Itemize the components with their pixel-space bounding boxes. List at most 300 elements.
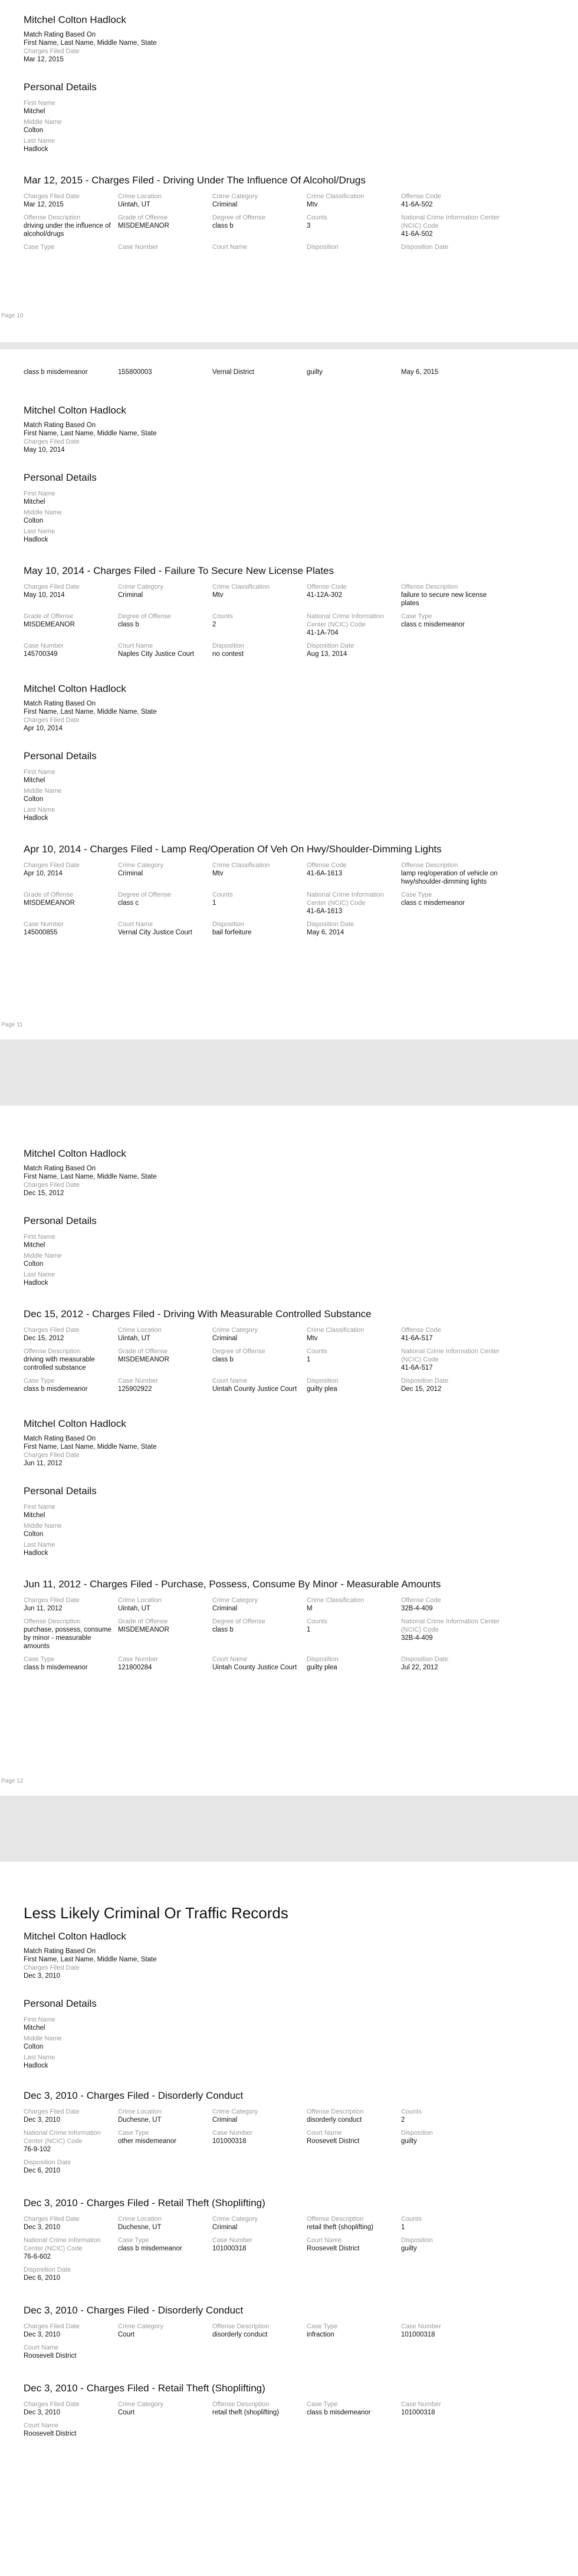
field-label: Charges Filed Date (24, 583, 80, 590)
field-label: Offense Description (307, 2216, 364, 2223)
field-value: Roosevelt District (24, 2352, 77, 2360)
field-value: 1 (307, 1356, 311, 1363)
field-label: Degree of Offense (118, 613, 171, 620)
first-name-label: First Name (24, 2016, 55, 2023)
field-label: National Crime Information Center (NCIC) Code (307, 613, 384, 628)
field-label: Case Number (24, 642, 64, 649)
field-value: 41-6A-502 (401, 231, 433, 238)
charges-filed-label: Charges Filed Date (24, 48, 80, 55)
field-label: Charges Filed Date (24, 2323, 80, 2330)
field-value: Criminal (212, 201, 238, 208)
field-value: 76-6-602 (24, 2253, 51, 2260)
field-label: Disposition (401, 2237, 433, 2244)
field-value: 41-6A-1613 (307, 908, 343, 915)
field-value: 2 (212, 621, 216, 628)
field-label: Crime Category (118, 862, 164, 869)
field-label: Court Name (212, 1377, 248, 1384)
charges-filed-label: Charges Filed Date (24, 717, 80, 724)
disposition-date-value: May 6, 2015 (401, 369, 439, 376)
less-likely-records-heading: Less Likely Criminal Or Traffic Records (24, 1904, 288, 1922)
last-name: Hadlock (24, 1550, 48, 1557)
field-value: Criminal (118, 870, 143, 877)
field-label: Court Name (118, 921, 153, 928)
field-label: National Crime Information Center (NCIC) Code (24, 2237, 101, 2252)
match-label: Match Rating Based On (24, 1165, 96, 1172)
middle-name-label: Middle Name (24, 1252, 62, 1259)
field-label: Case Type (307, 2323, 338, 2330)
field-value: Uintah, UT (118, 1605, 150, 1612)
field-label: Crime Classification (307, 1327, 364, 1334)
last-name-label: Last Name (24, 2054, 55, 2061)
field-value: Uintah County Justice Court (212, 1664, 297, 1671)
field-value: Naples City Justice Court (118, 651, 195, 658)
field-label: Crime Location (118, 1597, 162, 1604)
last-name-label: Last Name (24, 1271, 55, 1278)
field-value: Dec 3, 2010 (24, 2116, 61, 2124)
continued-record (24, 368, 554, 381)
field-value: 41-12A-302 (307, 592, 343, 599)
charges-filed-date: May 10, 2014 (24, 447, 65, 454)
record-title: May 10, 2014 - Charges Filed - Failure To Secure New License Plates (24, 565, 334, 576)
field-value: Vernal City Justice Court (118, 929, 192, 936)
field-value: Dec 3, 2010 (24, 2224, 61, 2231)
field-value: 101000318 (212, 2245, 247, 2252)
field-label: Case Type (401, 891, 432, 898)
field-value: purchase, possess, consume by minor - measurable amounts (24, 1626, 111, 1650)
field-label: Degree of Offense (212, 214, 265, 221)
field-label: Case Number (118, 1656, 158, 1663)
field-value: May 6, 2014 (307, 929, 344, 936)
field-value: Mtv (212, 592, 224, 599)
field-value: class b (212, 1356, 234, 1363)
field-label: Court Name (24, 2422, 59, 2429)
field-value: MISDEMEANOR (118, 222, 169, 229)
field-value: M (307, 1605, 313, 1612)
field-label: Charges Filed Date (24, 193, 80, 200)
field-value: Dec 6, 2010 (24, 2167, 61, 2174)
field-value: Dec 3, 2010 (24, 2409, 61, 2416)
field-value: 2 (401, 2116, 405, 2124)
first-name: Mitchel (24, 498, 45, 506)
personal-details-heading: Personal Details (24, 750, 97, 762)
field-value: Aug 13, 2014 (307, 651, 347, 658)
field-label: Grade of Offense (118, 214, 168, 221)
field-value: guilty plea (307, 1386, 337, 1393)
field-value: 101000318 (401, 2409, 435, 2416)
field-value: Uintah, UT (118, 201, 150, 208)
field-label: Degree of Offense (212, 1348, 265, 1355)
charges-filed-date: Mar 12, 2015 (24, 56, 64, 63)
field-value: 101000318 (212, 2138, 247, 2145)
middle-name: Colton (24, 1531, 44, 1538)
field-label: Case Type (118, 2129, 149, 2137)
field-label: Offense Description (401, 583, 458, 590)
field-value: 32B-4-409 (401, 1605, 433, 1612)
field-value: 41-1A-704 (307, 629, 339, 636)
charges-filed-date: Dec 3, 2010 (24, 1973, 61, 1980)
middle-name: Colton (24, 127, 44, 134)
field-value: MISDEMEANOR (118, 1626, 169, 1633)
field-value: failure to secure new license plates (401, 592, 487, 607)
field-label: Crime Category (212, 1597, 258, 1604)
field-value: driving with measurable controlled substance (24, 1356, 95, 1371)
last-name: Hadlock (24, 146, 48, 153)
field-value: guilty plea (307, 1664, 337, 1671)
last-name-label: Last Name (24, 1541, 55, 1548)
field-value: Court (118, 2331, 135, 2338)
field-label: Offense Code (401, 193, 441, 200)
field-value: Court (118, 2409, 135, 2416)
middle-name: Colton (24, 2043, 44, 2050)
field-value: Uintah County Justice Court (212, 1386, 297, 1393)
first-name: Mitchel (24, 1242, 45, 1249)
field-label: Crime Category (118, 2323, 164, 2330)
field-value: 101000318 (401, 2331, 435, 2338)
field-value: Criminal (118, 592, 143, 599)
first-name-label: First Name (24, 1233, 55, 1241)
field-value: guilty (401, 2245, 417, 2252)
last-name: Hadlock (24, 1279, 48, 1287)
field-label: Case Type (118, 2237, 149, 2244)
field-value: 41-6A-517 (401, 1335, 433, 1342)
disposition-value: guilty (307, 369, 323, 376)
field-value: Dec 6, 2010 (24, 2275, 61, 2282)
match-label: Match Rating Based On (24, 1948, 96, 1955)
field-label: Charges Filed Date (24, 1597, 80, 1604)
field-label: Disposition Date (24, 2159, 71, 2166)
last-name: Hadlock (24, 2062, 48, 2069)
field-value: other misdemeanor (118, 2138, 177, 2145)
field-value: class c misdemeanor (401, 900, 465, 907)
field-label: Case Type (24, 1377, 55, 1384)
field-label: Counts (401, 2216, 422, 2223)
record-details (24, 2215, 554, 2287)
field-label: Charges Filed Date (24, 2401, 80, 2408)
match-label: Match Rating Based On (24, 31, 96, 38)
field-label: Charges Filed Date (24, 862, 80, 869)
field-value: Roosevelt District (24, 2430, 77, 2437)
field-value: MISDEMEANOR (24, 900, 75, 907)
field-label: Case Number (212, 2129, 252, 2137)
field-value: class b (118, 621, 139, 628)
record-details (24, 1326, 554, 1398)
field-value: Duchesne, UT (118, 2116, 162, 2124)
personal-details-heading: Personal Details (24, 1998, 97, 2009)
field-label: Crime Location (118, 1327, 162, 1334)
field-label: Case Type (401, 613, 432, 620)
record-title: Apr 10, 2014 - Charges Filed - Lamp Req/Operation Of Veh On Hwy/Shoulder-Dimming Lights (24, 844, 442, 855)
field-label: Offense Code (401, 1597, 441, 1604)
field-value: Mtv (307, 201, 318, 208)
field-label: Court Name (212, 244, 248, 251)
field-value: Criminal (212, 1605, 238, 1612)
field-label: Offense Code (401, 1327, 441, 1334)
field-value: infraction (307, 2331, 334, 2338)
field-label: Charges Filed Date (24, 2216, 80, 2223)
field-label: Disposition (307, 1377, 339, 1384)
charges-filed-date: Jun 11, 2012 (24, 1460, 63, 1467)
field-value: 145000855 (24, 929, 58, 936)
field-label: Offense Code (307, 862, 347, 869)
field-label: Case Type (24, 1656, 55, 1663)
field-value: Mtv (212, 870, 224, 877)
field-label: Crime Classification (307, 1597, 364, 1604)
charges-filed-label: Charges Filed Date (24, 1964, 80, 1971)
field-label: Degree of Offense (212, 1618, 265, 1625)
field-label: National Crime Information Center (NCIC) Code (24, 2129, 101, 2145)
match-value: First Name, Last Name, Middle Name, State (24, 1956, 157, 1963)
field-value: 1 (212, 900, 216, 907)
record-details (24, 192, 554, 256)
first-name: Mitchel (24, 1512, 45, 1519)
field-label: Disposition (212, 921, 244, 928)
field-label: Offense Description (307, 2108, 364, 2115)
field-label: Offense Description (24, 214, 81, 221)
field-label: Disposition Date (401, 1377, 449, 1384)
field-value: Dec 15, 2012 (401, 1386, 442, 1393)
last-name-label: Last Name (24, 528, 55, 535)
personal-details-heading: Personal Details (24, 81, 97, 93)
record-title: Dec 15, 2012 - Charges Filed - Driving With Measurable Controlled Substance (24, 1308, 372, 1320)
field-label: Crime Classification (307, 193, 364, 200)
record-title: Jun 11, 2012 - Charges Filed - Purchase, Possess, Consume By Minor - Measurable Amounts (24, 1579, 441, 1590)
field-label: Case Number (212, 2237, 252, 2244)
case-number-value: 155800003 (118, 369, 152, 376)
charges-filed-label: Charges Filed Date (24, 1452, 80, 1459)
field-value: 41-6A-517 (401, 1364, 433, 1371)
field-label: Disposition Date (307, 642, 354, 649)
field-value: Dec 15, 2012 (24, 1335, 64, 1342)
match-value: First Name, Last Name, Middle Name, State (24, 1443, 157, 1451)
middle-name-label: Middle Name (24, 1522, 62, 1530)
field-value: Dec 3, 2010 (24, 2331, 61, 2338)
person-name: Mitchel Colton Hadlock (24, 1931, 126, 1942)
page-number: Page 12 (1, 1778, 24, 1784)
first-name-label: First Name (24, 100, 55, 107)
first-name-label: First Name (24, 1504, 55, 1511)
field-label: Counts (212, 613, 233, 620)
field-value: class b (212, 222, 234, 229)
field-value: 76-9-102 (24, 2146, 51, 2153)
field-value: guilty (401, 2138, 417, 2145)
charges-filed-date: Dec 15, 2012 (24, 1190, 64, 1197)
field-value: Roosevelt District (307, 2245, 360, 2252)
record-details (24, 2322, 554, 2365)
first-name: Mitchel (24, 2024, 45, 2032)
field-label: Crime Category (212, 2108, 258, 2115)
field-value: lamp req/operation of vehicle on hwy/shoulder-dimming lights (401, 870, 498, 885)
field-label: Disposition (401, 2129, 433, 2137)
middle-name-label: Middle Name (24, 787, 62, 795)
field-value: 1 (401, 2224, 405, 2231)
field-label: Court Name (118, 642, 153, 649)
field-label: Crime Location (118, 2216, 162, 2223)
field-value: 32B-4-409 (401, 1635, 433, 1642)
record-title: Dec 3, 2010 - Charges Filed - Disorderly Conduct (24, 2305, 244, 2316)
record-details (24, 1596, 554, 1676)
match-label: Match Rating Based On (24, 422, 96, 429)
middle-name-label: Middle Name (24, 119, 62, 126)
field-label: Offense Description (24, 1618, 81, 1625)
field-label: Charges Filed Date (24, 2108, 80, 2115)
match-label: Match Rating Based On (24, 1435, 96, 1442)
report-page-12 (0, 1105, 578, 1796)
field-label: Court Name (24, 2344, 59, 2351)
field-value: bail forfeiture (212, 929, 252, 936)
field-label: Court Name (212, 1656, 248, 1663)
field-label: Case Number (401, 2401, 441, 2408)
middle-name: Colton (24, 796, 44, 803)
field-label: Crime Category (118, 583, 164, 590)
field-label: Case Number (24, 921, 64, 928)
match-value: First Name, Last Name, Middle Name, State (24, 708, 157, 716)
field-value: Criminal (212, 2116, 238, 2124)
field-label: Crime Location (118, 193, 162, 200)
field-label: Degree of Offense (118, 891, 171, 898)
field-value: 41-6A-502 (401, 201, 433, 208)
person-name: Mitchel Colton Hadlock (24, 1418, 126, 1429)
court-name-value: Vernal District (212, 369, 254, 376)
field-value: MISDEMEANOR (24, 621, 75, 628)
field-label: Case Type (24, 244, 55, 251)
field-value: 125902922 (118, 1386, 152, 1393)
field-label: Grade of Offense (24, 891, 74, 898)
field-label: Offense Description (401, 862, 458, 869)
field-label: Case Number (118, 1377, 158, 1384)
field-value: Mtv (307, 1335, 318, 1342)
person-name: Mitchel Colton Hadlock (24, 683, 126, 694)
charges-filed-label: Charges Filed Date (24, 1182, 80, 1189)
middle-name: Colton (24, 1261, 44, 1268)
case-type-value: class b misdemeanor (24, 369, 88, 376)
field-value: retail theft (shoplifting) (212, 2409, 280, 2416)
field-label: Grade of Offense (118, 1618, 168, 1625)
field-label: Counts (307, 214, 327, 221)
field-label: Case Number (401, 2323, 441, 2330)
field-label: Disposition (307, 244, 339, 251)
field-value: 145700349 (24, 651, 58, 658)
field-label: Counts (401, 2108, 422, 2115)
field-label: Crime Classification (212, 583, 270, 590)
record-title: Dec 3, 2010 - Charges Filed - Retail Theft (Shoplifting) (24, 2197, 265, 2209)
field-label: Crime Category (118, 2401, 164, 2408)
field-label: Disposition Date (24, 2266, 71, 2273)
field-label: National Crime Information Center (NCIC) Code (401, 1618, 500, 1633)
first-name-label: First Name (24, 490, 55, 497)
field-label: National Crime Information Center (NCIC) Code (401, 214, 500, 229)
field-value: 3 (307, 222, 311, 229)
field-value: Apr 10, 2014 (24, 870, 63, 877)
person-name: Mitchel Colton Hadlock (24, 405, 126, 416)
field-value: Duchesne, UT (118, 2224, 162, 2231)
record-details (24, 583, 554, 663)
last-name-label: Last Name (24, 806, 55, 813)
field-label: National Crime Information Center (NCIC) Code (307, 891, 384, 907)
last-name: Hadlock (24, 815, 48, 822)
field-value: class b misdemeanor (118, 2245, 182, 2252)
field-label: Grade of Offense (118, 1348, 168, 1355)
last-name-label: Last Name (24, 137, 55, 145)
field-label: Crime Category (212, 1327, 258, 1334)
field-value: Criminal (212, 2224, 238, 2231)
field-value: driving under the influence of alcohol/drugs (24, 222, 111, 238)
field-label: Disposition (307, 1656, 339, 1663)
middle-name: Colton (24, 517, 44, 524)
field-value: retail theft (shoplifting) (307, 2224, 374, 2231)
field-label: Offense Description (24, 1348, 81, 1355)
report-page-10 (0, 0, 578, 342)
personal-details-heading: Personal Details (24, 1485, 97, 1497)
personal-details-heading: Personal Details (24, 472, 97, 483)
match-value: First Name, Last Name, Middle Name, State (24, 1173, 157, 1180)
field-value: class b misdemeanor (24, 1386, 88, 1393)
field-value: class c (118, 900, 139, 907)
field-label: Counts (212, 891, 233, 898)
record-details (24, 2108, 554, 2180)
middle-name-label: Middle Name (24, 509, 62, 516)
page-number: Page 11 (1, 1022, 23, 1028)
field-label: Crime Classification (212, 862, 270, 869)
match-label: Match Rating Based On (24, 700, 96, 707)
field-value: 121800284 (118, 1664, 152, 1671)
field-value: 1 (307, 1626, 311, 1633)
field-value: 41-6A-1613 (307, 870, 343, 877)
field-value: Uintah, UT (118, 1335, 150, 1342)
field-label: Disposition Date (401, 1656, 449, 1663)
charges-filed-label: Charges Filed Date (24, 438, 80, 445)
last-name: Hadlock (24, 536, 48, 543)
record-details (24, 861, 554, 941)
record-title: Mar 12, 2015 - Charges Filed - Driving Under The Influence Of Alcohol/Drugs (24, 175, 366, 186)
field-label: Counts (307, 1618, 327, 1625)
first-name: Mitchel (24, 777, 45, 784)
middle-name-label: Middle Name (24, 2035, 62, 2042)
report-page-13 (0, 1862, 578, 2576)
personal-details-heading: Personal Details (24, 1215, 97, 1226)
field-value: Mar 12, 2015 (24, 201, 64, 208)
field-value: Jul 22, 2012 (401, 1664, 438, 1671)
match-value: First Name, Last Name, Middle Name, State (24, 40, 157, 47)
field-label: Disposition (212, 642, 244, 649)
person-name: Mitchel Colton Hadlock (24, 14, 126, 25)
field-value: Criminal (212, 1335, 238, 1342)
field-value: disorderly conduct (307, 2116, 362, 2124)
report-page-11 (0, 349, 578, 1039)
field-label: Grade of Offense (24, 613, 74, 620)
record-details (24, 2400, 554, 2443)
field-label: Crime Location (118, 2108, 162, 2115)
field-label: Counts (307, 1348, 327, 1355)
field-value: Jun 11, 2012 (24, 1605, 63, 1612)
field-label: Case Type (307, 2401, 338, 2408)
field-label: Offense Code (307, 583, 347, 590)
match-value: First Name, Last Name, Middle Name, State (24, 430, 157, 437)
field-label: Charges Filed Date (24, 1327, 80, 1334)
field-label: Crime Category (212, 2216, 258, 2223)
field-value: class b (212, 1626, 234, 1633)
field-value: class c misdemeanor (401, 621, 465, 628)
person-name: Mitchel Colton Hadlock (24, 1148, 126, 1159)
field-label: Court Name (307, 2237, 342, 2244)
first-name: Mitchel (24, 108, 45, 115)
charges-filed-date: Apr 10, 2014 (24, 725, 63, 732)
field-value: disorderly conduct (212, 2331, 268, 2338)
field-label: Offense Description (212, 2401, 270, 2408)
field-value: May 10, 2014 (24, 592, 65, 599)
field-label: Disposition Date (401, 244, 449, 251)
field-value: class b misdemeanor (24, 1664, 88, 1671)
first-name-label: First Name (24, 769, 55, 776)
